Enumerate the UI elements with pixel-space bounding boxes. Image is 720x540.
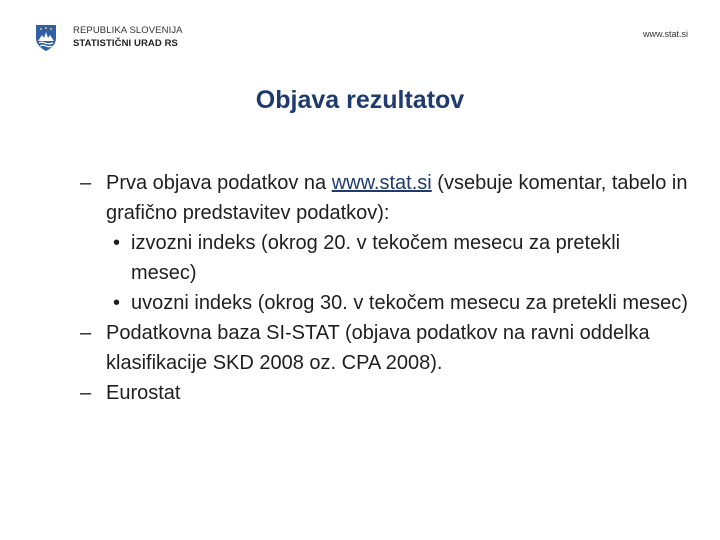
site-url[interactable]: www.stat.si bbox=[642, 29, 688, 39]
bullet-marker: • bbox=[113, 292, 121, 314]
organization-name bbox=[73, 24, 183, 50]
stat-si-link[interactable]: www.stat.si bbox=[331, 172, 432, 194]
list-item bbox=[80, 318, 690, 378]
sub-item-text: uvozni indeks (okrog 30. v tekočem mesecu za pretekli mesec) bbox=[131, 292, 688, 314]
coat-of-arms-icon bbox=[34, 24, 58, 52]
org-line-1: REPUBLIKA SLOVENIJA bbox=[73, 25, 183, 36]
slide-body bbox=[80, 168, 690, 408]
item-text: Podatkovna baza SI-STAT (objava podatkov na ravni oddelka klasifikacije SKD 2008 oz. CPA 2008). bbox=[106, 322, 650, 374]
list-item bbox=[80, 378, 690, 408]
list-item bbox=[80, 168, 690, 228]
dash-marker: – bbox=[80, 382, 92, 404]
slide-header bbox=[0, 0, 720, 60]
bullet-marker: • bbox=[113, 232, 121, 254]
item-text-suffix: (vsebuje komentar, tabelo in grafično predstavitev podatkov): bbox=[106, 172, 688, 224]
dash-marker: – bbox=[80, 172, 92, 194]
org-line-2: STATISTIČNI URAD RS bbox=[73, 38, 178, 49]
slide-title: Objava rezultatov bbox=[255, 86, 465, 114]
sub-list-item bbox=[80, 288, 690, 318]
sub-list-item bbox=[80, 228, 690, 288]
dash-marker: – bbox=[80, 322, 92, 344]
item-text: Eurostat bbox=[106, 382, 181, 404]
sub-item-text: izvozni indeks (okrog 20. v tekočem mesecu za pretekli mesec) bbox=[131, 232, 621, 284]
item-text-prefix: Prva objava podatkov na bbox=[106, 172, 332, 194]
